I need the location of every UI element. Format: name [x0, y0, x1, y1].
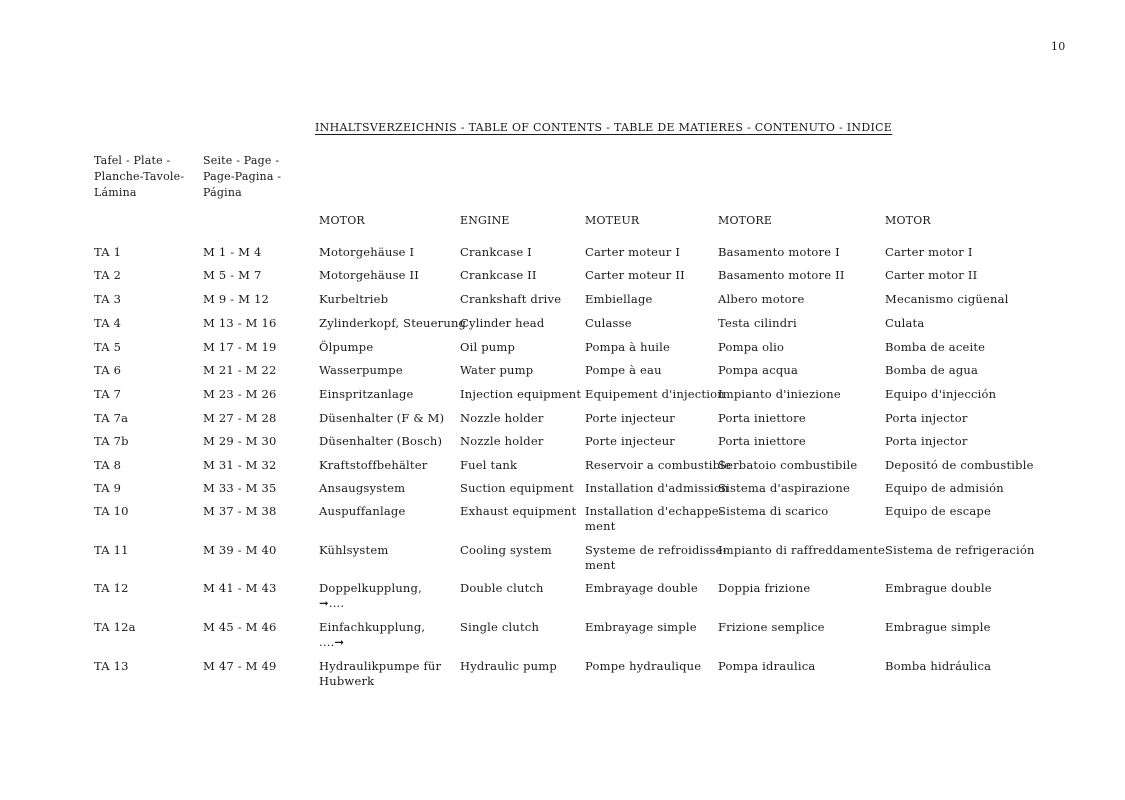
english-term-line: Fuel tank — [460, 458, 518, 472]
english-term — [460, 268, 537, 283]
page-range — [203, 316, 277, 331]
page-range — [203, 504, 277, 519]
language-header-german: MOTOR — [319, 214, 365, 227]
german-term-line: Motorgehäuse I — [319, 245, 415, 259]
italian-term — [718, 245, 840, 260]
french-term — [585, 411, 675, 426]
italian-term — [718, 363, 798, 378]
english-term — [460, 504, 576, 519]
italian-term-line: Sistema di scarico — [718, 504, 829, 518]
german-term — [319, 316, 466, 331]
german-term — [319, 458, 427, 473]
german-term — [319, 268, 419, 283]
plate-number-line: TA 7b — [94, 434, 129, 448]
header-page-line: Seite - Page - — [203, 154, 280, 167]
plate-number-line: TA 8 — [94, 458, 122, 472]
french-term — [585, 458, 731, 473]
french-term-line: Reservoir a combustible — [585, 458, 732, 472]
italian-term — [718, 458, 857, 473]
spanish-term — [885, 340, 985, 355]
plate-number — [94, 411, 128, 426]
german-term — [319, 245, 414, 260]
german-term-line: Einfachkupplung, — [319, 620, 426, 634]
page-range-line: M 29 - M 30 — [203, 434, 277, 448]
spanish-term-line: Embrague simple — [885, 620, 991, 634]
italian-term-line: Testa cilindri — [718, 316, 797, 330]
italian-term-line: Pompa acqua — [718, 363, 799, 377]
header-plate-line: Lámina — [94, 186, 137, 199]
german-term-line: Zylinderkopf, Steuerung — [319, 316, 467, 330]
french-term-continuation: ment — [585, 558, 616, 572]
french-term-line: Embrayage simple — [585, 620, 697, 634]
page-range-line: M 5 - M 7 — [203, 268, 262, 282]
french-term — [585, 620, 697, 635]
french-term-line: Embrayage double — [585, 581, 698, 595]
german-term-line: Motorgehäuse II — [319, 268, 420, 282]
page-range — [203, 387, 277, 402]
french-term — [585, 434, 675, 449]
german-term-line: Einspritzanlage — [319, 387, 414, 401]
plate-number-line: TA 3 — [94, 292, 122, 306]
page-range — [203, 543, 277, 558]
german-term — [319, 411, 444, 426]
english-term-line: Nozzle holder — [460, 411, 544, 425]
german-term — [319, 434, 442, 449]
plate-number — [94, 481, 121, 496]
english-term — [460, 411, 544, 426]
german-term — [319, 581, 422, 611]
french-term-line: Embiellage — [585, 292, 653, 306]
italian-term — [718, 411, 806, 426]
italian-term — [718, 268, 845, 283]
plate-number — [94, 581, 129, 596]
spanish-term — [885, 387, 996, 402]
plate-number-line: TA 2 — [94, 268, 122, 282]
english-term-line: Single clutch — [460, 620, 540, 634]
french-term — [585, 268, 685, 283]
german-term-continuation: ➞.... — [319, 596, 345, 610]
italian-term-line: Basamento motore II — [718, 268, 845, 282]
spanish-term-line: Sistema de refrigeración — [885, 543, 1035, 557]
plate-number-line: TA 4 — [94, 316, 122, 330]
plate-number — [94, 292, 121, 307]
french-term — [585, 659, 701, 674]
english-term-line: Cylinder head — [460, 316, 545, 330]
plate-number — [94, 543, 129, 558]
header-plate-line: Tafel - Plate - — [94, 154, 171, 167]
page-range — [203, 340, 277, 355]
english-term-line: Nozzle holder — [460, 434, 544, 448]
french-term-line: Systeme de refroidisse- — [585, 543, 727, 557]
english-term — [460, 543, 552, 558]
english-term-line: Crankcase I — [460, 245, 532, 259]
page-range — [203, 434, 277, 449]
english-term — [460, 458, 517, 473]
spanish-term — [885, 504, 991, 519]
plate-number — [94, 363, 121, 378]
page-range-line: M 21 - M 22 — [203, 363, 277, 377]
english-term-line: Water pump — [460, 363, 534, 377]
plate-number-line: TA 12 — [94, 581, 129, 595]
italian-term — [718, 581, 810, 596]
french-term — [585, 581, 698, 596]
english-term — [460, 620, 539, 635]
german-term — [319, 543, 388, 558]
italian-term — [718, 434, 806, 449]
page-range — [203, 292, 269, 307]
spanish-term-line: Carter motor II — [885, 268, 978, 282]
german-term-line: Düsenhalter (F & M) — [319, 411, 445, 425]
italian-term-line: Serbatoio combustibile — [718, 458, 858, 472]
page-range — [203, 481, 277, 496]
french-term-line: Pompe à eau — [585, 363, 662, 377]
spanish-term — [885, 543, 1035, 558]
plate-number-line: TA 6 — [94, 363, 122, 377]
plate-number-line: TA 7a — [94, 411, 129, 425]
italian-term — [718, 659, 815, 674]
french-term-line: Carter moteur II — [585, 268, 685, 282]
english-term — [460, 292, 561, 307]
italian-term-line: Porta iniettore — [718, 411, 806, 425]
language-header-spanish: MOTOR — [885, 214, 931, 227]
spanish-term — [885, 481, 1004, 496]
italian-term-line: Basamento motore I — [718, 245, 840, 259]
german-term-continuation: Hubwerk — [319, 674, 375, 688]
french-term — [585, 292, 653, 307]
english-term-line: Suction equipment — [460, 481, 574, 495]
english-term-line: Crankshaft drive — [460, 292, 562, 306]
plate-number-line: TA 1 — [94, 245, 122, 259]
italian-term — [718, 620, 825, 635]
english-term-line: Cooling system — [460, 543, 552, 557]
english-term — [460, 581, 544, 596]
italian-term — [718, 316, 797, 331]
spanish-term-line: Equipo de escape — [885, 504, 991, 518]
toc-title: INHALTSVERZEICHNIS - TABLE OF CONTENTS - TABLE DE MATIERES - CONTENUTO - INDICE — [315, 121, 893, 134]
spanish-term — [885, 620, 991, 635]
spanish-term — [885, 268, 977, 283]
page-range — [203, 581, 277, 596]
italian-term — [718, 481, 850, 496]
header-page — [203, 153, 281, 201]
italian-term-line: Pompa olio — [718, 340, 785, 354]
italian-term — [718, 543, 885, 558]
page-range-line: M 17 - M 19 — [203, 340, 277, 354]
german-term — [319, 340, 373, 355]
german-term — [319, 363, 403, 378]
page-range — [203, 458, 277, 473]
german-term — [319, 387, 414, 402]
italian-term-line: Pompa idraulica — [718, 659, 816, 673]
german-term-line: Düsenhalter (Bosch) — [319, 434, 443, 448]
plate-number — [94, 620, 136, 635]
plate-number-line: TA 9 — [94, 481, 122, 495]
page-range-line: M 9 - M 12 — [203, 292, 270, 306]
german-term — [319, 481, 405, 496]
page-range-line: M 31 - M 32 — [203, 458, 277, 472]
page-range-line: M 1 - M 4 — [203, 245, 262, 259]
language-header-english: ENGINE — [460, 214, 510, 227]
page-range-line: M 39 - M 40 — [203, 543, 277, 557]
plate-number — [94, 245, 121, 260]
french-term — [585, 363, 662, 378]
language-header-french: MOTEUR — [585, 214, 640, 227]
italian-term-line: Albero motore — [718, 292, 805, 306]
plate-number-line: TA 13 — [94, 659, 129, 673]
german-term-line: Wasserpumpe — [319, 363, 403, 377]
french-term — [585, 316, 632, 331]
english-term — [460, 659, 557, 674]
spanish-term-line: Depositó de combustible — [885, 458, 1034, 472]
german-term-line: Kraftstoffbehälter — [319, 458, 428, 472]
german-term-line: Hydraulikpumpe für — [319, 659, 442, 673]
spanish-term-line: Carter motor I — [885, 245, 973, 259]
german-term — [319, 659, 441, 689]
page-range — [203, 245, 262, 260]
french-term — [585, 481, 729, 496]
italian-term-line: Impianto di raffreddamente — [718, 543, 886, 557]
plate-number — [94, 458, 121, 473]
german-term-line: Ölpumpe — [319, 340, 374, 354]
page-range-line: M 41 - M 43 — [203, 581, 277, 595]
page-range-line: M 13 - M 16 — [203, 316, 277, 330]
spanish-term — [885, 411, 968, 426]
italian-term — [718, 387, 841, 402]
german-term — [319, 620, 425, 650]
spanish-term-line: Culata — [885, 316, 925, 330]
spanish-term-line: Bomba de agua — [885, 363, 979, 377]
page-range — [203, 268, 262, 283]
language-header-italian: MOTORE — [718, 214, 773, 227]
spanish-term-line: Porta injector — [885, 411, 968, 425]
french-term-line: Pompe hydraulique — [585, 659, 702, 673]
spanish-term — [885, 316, 924, 331]
header-plate — [94, 153, 184, 201]
german-term-continuation: ....➞ — [319, 635, 345, 649]
italian-term-line: Doppia frizione — [718, 581, 811, 595]
french-term-line: Pompa à huile — [585, 340, 671, 354]
spanish-term — [885, 581, 992, 596]
french-term-line: Porte injecteur — [585, 434, 676, 448]
english-term — [460, 481, 574, 496]
header-page-line: Page-Pagina - — [203, 170, 282, 183]
plate-number — [94, 434, 129, 449]
english-term-line: Crankcase II — [460, 268, 537, 282]
german-term-line: Kühlsystem — [319, 543, 389, 557]
spanish-term — [885, 659, 991, 674]
french-term-line: Installation d'admission — [585, 481, 729, 495]
spanish-term-line: Equipo d'injección — [885, 387, 997, 401]
french-term-line: Culasse — [585, 316, 632, 330]
italian-term — [718, 292, 805, 307]
french-term — [585, 387, 725, 402]
english-term — [460, 434, 544, 449]
page-range — [203, 363, 277, 378]
french-term — [585, 245, 680, 260]
german-term-line: Doppelkupplung, — [319, 581, 422, 595]
plate-number-line: TA 7 — [94, 387, 122, 401]
french-term-line: Installation d'echappe- — [585, 504, 723, 518]
french-term — [585, 340, 670, 355]
plate-number-line: TA 11 — [94, 543, 129, 557]
header-plate-line: Planche-Tavole- — [94, 170, 185, 183]
italian-term — [718, 340, 784, 355]
spanish-term-line: Equipo de admisión — [885, 481, 1004, 495]
plate-number — [94, 504, 129, 519]
english-term-line: Injection equipment — [460, 387, 582, 401]
french-term-line: Equipement d'injection — [585, 387, 725, 401]
german-term-line: Kurbeltrieb — [319, 292, 389, 306]
italian-term-line: Impianto d'iniezione — [718, 387, 841, 401]
english-term-line: Hydraulic pump — [460, 659, 557, 673]
plate-number — [94, 340, 121, 355]
english-term — [460, 340, 515, 355]
plate-number-line: TA 12a — [94, 620, 136, 634]
italian-term-line: Frizione semplice — [718, 620, 825, 634]
spanish-term-line: Embrague double — [885, 581, 992, 595]
spanish-term-line: Porta injector — [885, 434, 968, 448]
french-term-line: Carter moteur I — [585, 245, 681, 259]
page-range — [203, 659, 277, 674]
german-term — [319, 292, 388, 307]
spanish-term — [885, 245, 973, 260]
english-term — [460, 316, 544, 331]
spanish-term-line: Bomba de aceite — [885, 340, 986, 354]
english-term — [460, 387, 581, 402]
german-term-line: Auspuffanlage — [319, 504, 406, 518]
italian-term-line: Sistema d'aspirazione — [718, 481, 851, 495]
plate-number — [94, 659, 129, 674]
english-term — [460, 363, 533, 378]
french-term-continuation: ment — [585, 519, 616, 533]
spanish-term-line: Bomba hidráulica — [885, 659, 992, 673]
spanish-term-line: Mecanismo cigüenal — [885, 292, 1009, 306]
plate-number — [94, 387, 121, 402]
page-range-line: M 27 - M 28 — [203, 411, 277, 425]
french-term — [585, 543, 727, 573]
page-range — [203, 620, 277, 635]
page-range-line: M 37 - M 38 — [203, 504, 277, 518]
spanish-term — [885, 292, 1009, 307]
spanish-term — [885, 363, 978, 378]
french-term — [585, 504, 723, 534]
german-term — [319, 504, 405, 519]
page-range-line: M 33 - M 35 — [203, 481, 277, 495]
header-page-line: Página — [203, 186, 242, 199]
english-term-line: Oil pump — [460, 340, 516, 354]
english-term-line: Exhaust equipment — [460, 504, 577, 518]
italian-term — [718, 504, 828, 519]
english-term — [460, 245, 532, 260]
page-range-line: M 47 - M 49 — [203, 659, 277, 673]
page-range-line: M 45 - M 46 — [203, 620, 277, 634]
spanish-term — [885, 458, 1034, 473]
french-term-line: Porte injecteur — [585, 411, 676, 425]
plate-number-line: TA 10 — [94, 504, 129, 518]
page-range-line: M 23 - M 26 — [203, 387, 277, 401]
page-range — [203, 411, 277, 426]
english-term-line: Double clutch — [460, 581, 544, 595]
spanish-term — [885, 434, 968, 449]
plate-number — [94, 316, 121, 331]
italian-term-line: Porta iniettore — [718, 434, 806, 448]
plate-number — [94, 268, 121, 283]
plate-number-line: TA 5 — [94, 340, 122, 354]
page-number: 10 — [1051, 40, 1066, 53]
german-term-line: Ansaugsystem — [319, 481, 406, 495]
